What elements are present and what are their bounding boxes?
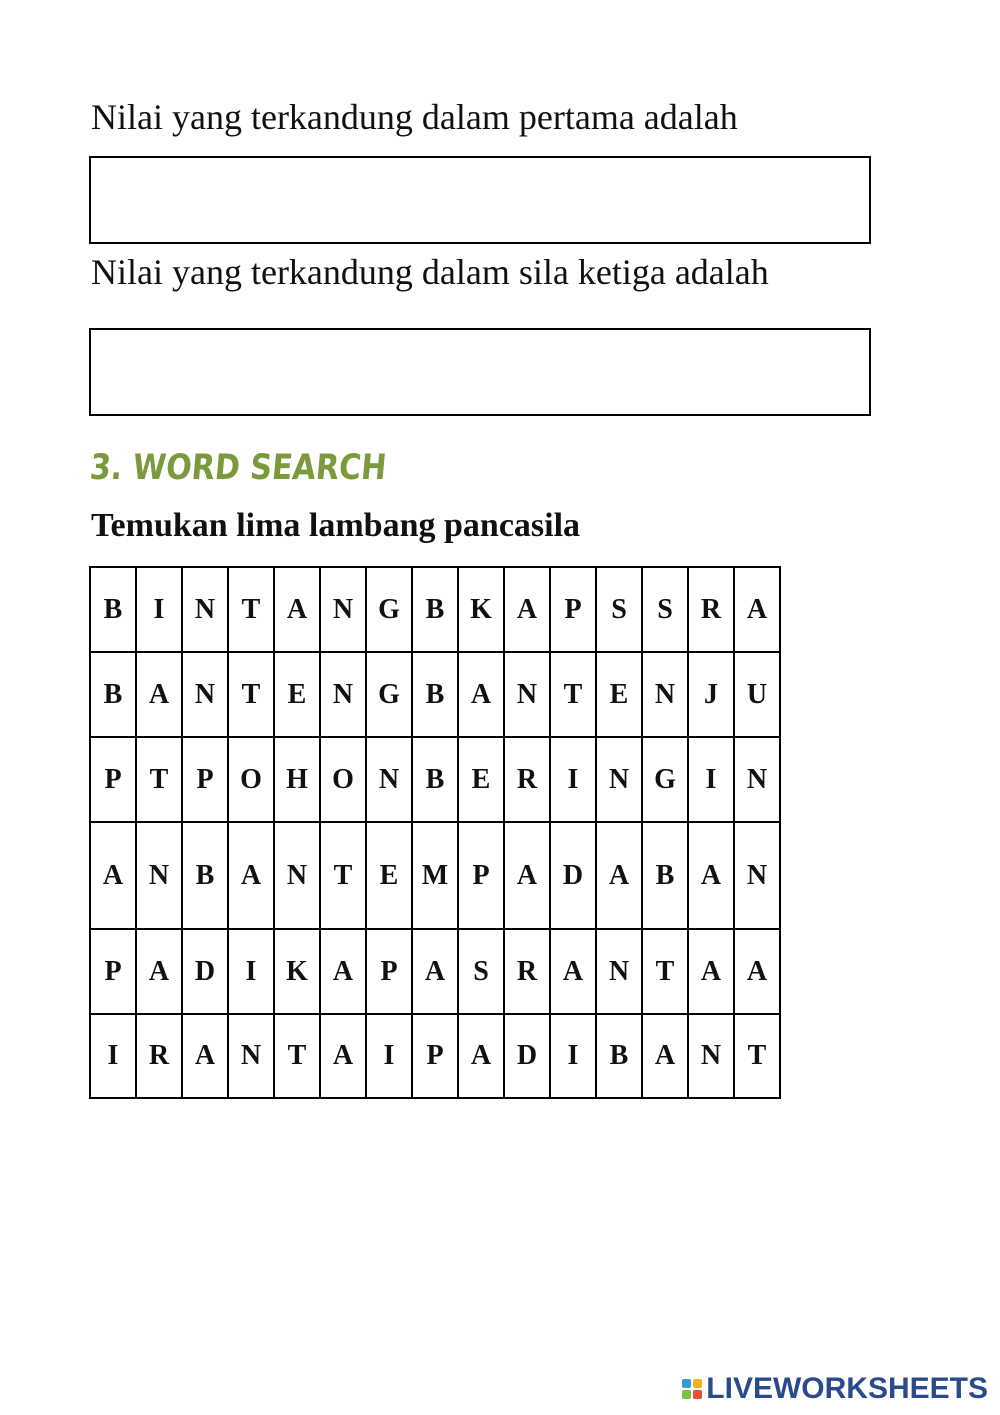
grid-cell[interactable]: R — [136, 1014, 182, 1098]
grid-cell[interactable]: T — [642, 929, 688, 1014]
grid-row — [90, 822, 780, 929]
grid-cell[interactable]: O — [228, 737, 274, 822]
grid-cell[interactable]: D — [182, 929, 228, 1014]
grid-cell[interactable]: K — [274, 929, 320, 1014]
grid-row — [90, 1014, 780, 1098]
grid-cell[interactable]: B — [412, 652, 458, 737]
grid-cell[interactable]: T — [734, 1014, 780, 1098]
grid-cell[interactable]: E — [458, 737, 504, 822]
grid-cell[interactable]: G — [366, 652, 412, 737]
grid-cell[interactable]: I — [550, 1014, 596, 1098]
grid-cell[interactable]: N — [228, 1014, 274, 1098]
grid-cell[interactable]: B — [412, 737, 458, 822]
grid-cell[interactable]: P — [90, 737, 136, 822]
grid-row — [90, 929, 780, 1014]
grid-cell[interactable]: A — [136, 652, 182, 737]
grid-cell[interactable]: R — [504, 929, 550, 1014]
grid-cell[interactable]: A — [734, 567, 780, 652]
grid-cell[interactable]: N — [366, 737, 412, 822]
grid-cell[interactable]: A — [550, 929, 596, 1014]
grid-cell[interactable]: N — [320, 567, 366, 652]
grid-cell[interactable]: B — [642, 822, 688, 929]
liveworksheets-brand — [682, 1372, 988, 1406]
grid-cell[interactable]: P — [550, 567, 596, 652]
word-search-grid — [89, 566, 781, 1099]
grid-cell[interactable]: A — [228, 822, 274, 929]
grid-cell[interactable]: P — [182, 737, 228, 822]
grid-cell[interactable]: I — [228, 929, 274, 1014]
grid-cell[interactable]: I — [550, 737, 596, 822]
grid-cell[interactable]: N — [642, 652, 688, 737]
grid-row — [90, 652, 780, 737]
grid-cell[interactable]: I — [688, 737, 734, 822]
grid-cell[interactable]: P — [458, 822, 504, 929]
grid-cell[interactable]: B — [90, 567, 136, 652]
grid-row — [90, 567, 780, 652]
grid-cell[interactable]: B — [182, 822, 228, 929]
grid-cell[interactable]: P — [366, 929, 412, 1014]
liveworksheets-logo-icon — [682, 1379, 702, 1399]
grid-cell[interactable]: N — [596, 929, 642, 1014]
grid-cell[interactable]: A — [136, 929, 182, 1014]
grid-cell[interactable]: S — [642, 567, 688, 652]
grid-cell[interactable]: N — [136, 822, 182, 929]
grid-cell[interactable]: E — [366, 822, 412, 929]
grid-cell[interactable]: T — [274, 1014, 320, 1098]
grid-cell[interactable]: T — [228, 652, 274, 737]
grid-cell[interactable]: B — [412, 567, 458, 652]
grid-cell[interactable]: B — [596, 1014, 642, 1098]
grid-cell[interactable]: A — [734, 929, 780, 1014]
grid-cell[interactable]: I — [366, 1014, 412, 1098]
grid-cell[interactable]: E — [274, 652, 320, 737]
grid-cell[interactable]: P — [412, 1014, 458, 1098]
section-heading: 3. WORD SEARCH — [88, 448, 389, 488]
grid-cell[interactable]: E — [596, 652, 642, 737]
grid-cell[interactable]: R — [504, 737, 550, 822]
grid-cell[interactable]: A — [504, 822, 550, 929]
grid-row — [90, 737, 780, 822]
grid-cell[interactable]: B — [90, 652, 136, 737]
grid-cell[interactable]: A — [90, 822, 136, 929]
grid-cell[interactable]: S — [596, 567, 642, 652]
grid-cell[interactable]: M — [412, 822, 458, 929]
grid-cell[interactable]: T — [228, 567, 274, 652]
grid-cell[interactable]: A — [320, 929, 366, 1014]
grid-cell[interactable]: G — [366, 567, 412, 652]
answer-box-1[interactable] — [89, 156, 871, 244]
grid-cell[interactable]: A — [412, 929, 458, 1014]
grid-cell[interactable]: A — [504, 567, 550, 652]
grid-cell[interactable]: T — [136, 737, 182, 822]
grid-cell[interactable]: D — [550, 822, 596, 929]
grid-cell[interactable]: N — [734, 737, 780, 822]
grid-cell[interactable]: A — [596, 822, 642, 929]
grid-cell[interactable]: A — [642, 1014, 688, 1098]
grid-cell[interactable]: N — [504, 652, 550, 737]
question-1-text: Nilai yang terkandung dalam pertama adalah — [91, 97, 738, 137]
grid-cell[interactable]: N — [734, 822, 780, 929]
answer-box-2[interactable] — [89, 328, 871, 416]
grid-cell[interactable]: N — [182, 567, 228, 652]
grid-cell[interactable]: A — [320, 1014, 366, 1098]
grid-cell[interactable]: D — [504, 1014, 550, 1098]
question-2-text: Nilai yang terkandung dalam sila ketiga adalah — [91, 252, 769, 292]
grid-cell[interactable]: N — [274, 822, 320, 929]
grid-cell[interactable]: H — [274, 737, 320, 822]
grid-cell[interactable]: T — [320, 822, 366, 929]
grid-cell[interactable]: G — [642, 737, 688, 822]
grid-cell[interactable]: N — [688, 1014, 734, 1098]
grid-cell[interactable]: I — [136, 567, 182, 652]
grid-cell[interactable]: N — [182, 652, 228, 737]
grid-cell[interactable]: A — [688, 929, 734, 1014]
grid-cell[interactable]: A — [458, 1014, 504, 1098]
grid-cell[interactable]: K — [458, 567, 504, 652]
grid-cell[interactable]: A — [458, 652, 504, 737]
grid-cell[interactable]: A — [274, 567, 320, 652]
grid-cell[interactable]: T — [550, 652, 596, 737]
grid-cell[interactable]: U — [734, 652, 780, 737]
instruction-text: Temukan lima lambang pancasila — [91, 507, 581, 544]
brand-name: LIVEWORKSHEETS — [706, 1372, 988, 1405]
grid-cell[interactable]: S — [458, 929, 504, 1014]
grid-cell[interactable]: R — [688, 567, 734, 652]
grid-cell[interactable]: A — [688, 822, 734, 929]
grid-cell[interactable]: J — [688, 652, 734, 737]
grid-cell[interactable]: A — [182, 1014, 228, 1098]
grid-cell[interactable]: N — [596, 737, 642, 822]
grid-cell[interactable]: I — [90, 1014, 136, 1098]
grid-cell[interactable]: N — [320, 652, 366, 737]
grid-cell[interactable]: P — [90, 929, 136, 1014]
grid-cell[interactable]: O — [320, 737, 366, 822]
